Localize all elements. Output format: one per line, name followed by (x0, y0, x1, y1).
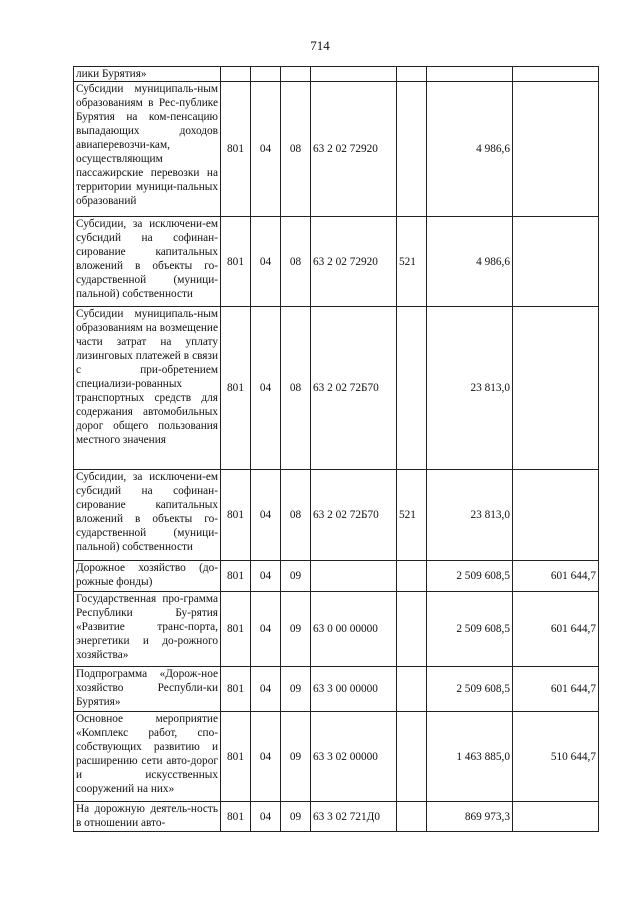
table-row (74, 217, 599, 307)
cell-sum2: 601 644,7 (513, 667, 599, 712)
cell-rz: 04 (251, 592, 281, 667)
cell-csr (311, 67, 397, 82)
cell-rz: 04 (251, 667, 281, 712)
row-name: Государственная про-грамма Республики Бу-рятия «Развитие транс-порта, энергетики и до-рожного хозяйства» (74, 592, 221, 667)
cell-sum1: 869 973,3 (427, 802, 513, 832)
cell-pr: 08 (281, 470, 311, 561)
cell-vr (397, 667, 427, 712)
cell-csr: 63 3 02 00000 (311, 712, 397, 802)
cell-csr: 63 3 02 721Д0 (311, 802, 397, 832)
table-row (74, 802, 599, 832)
cell-csr: 63 2 02 72Б70 (311, 307, 397, 470)
row-name: Субсидии муниципаль-ным образованиям на возмещение части затрат на уплату лизинговых платежей в связи с при-обретением специализи-рованных транспортных средств для содержания автомобильных дорог общего пользования местного значения (74, 307, 221, 470)
cell-csr: 63 0 00 00000 (311, 592, 397, 667)
cell-sum2 (513, 470, 599, 561)
table-row (74, 470, 599, 561)
cell-ved: 801 (221, 470, 251, 561)
cell-csr: 63 2 02 72Б70 (311, 470, 397, 561)
table-row (74, 592, 599, 667)
cell-sum1 (427, 67, 513, 82)
cell-sum2: 510 644,7 (513, 712, 599, 802)
row-name: Дорожное хозяйство (до-рожные фонды) (74, 561, 221, 592)
budget-table (73, 66, 599, 832)
cell-csr: 63 2 02 72920 (311, 217, 397, 307)
cell-sum1: 4 986,6 (427, 82, 513, 217)
cell-ved: 801 (221, 82, 251, 217)
cell-pr (281, 67, 311, 82)
cell-sum1: 2 509 608,5 (427, 667, 513, 712)
cell-sum2: 601 644,7 (513, 592, 599, 667)
cell-ved: 801 (221, 307, 251, 470)
cell-pr: 09 (281, 802, 311, 832)
cell-pr: 09 (281, 712, 311, 802)
cell-csr (311, 561, 397, 592)
cell-rz: 04 (251, 712, 281, 802)
cell-sum2 (513, 802, 599, 832)
row-name: лики Бурятия» (74, 67, 221, 82)
cell-ved: 801 (221, 802, 251, 832)
cell-ved: 801 (221, 712, 251, 802)
cell-vr (397, 712, 427, 802)
cell-pr: 08 (281, 307, 311, 470)
cell-pr: 09 (281, 667, 311, 712)
table-row (74, 561, 599, 592)
row-name: Подпрограмма «Дорож-ное хозяйство Республи-ки Бурятия» (74, 667, 221, 712)
row-name: Основное мероприятие «Комплекс работ, спо-собствующих развитию и расширению сети авто-дорог и искусственных сооружений на них» (74, 712, 221, 802)
table-row (74, 307, 599, 470)
cell-rz: 04 (251, 802, 281, 832)
cell-rz (251, 67, 281, 82)
cell-vr (397, 82, 427, 217)
cell-ved: 801 (221, 592, 251, 667)
table-row (74, 712, 599, 802)
cell-sum1: 1 463 885,0 (427, 712, 513, 802)
cell-ved (221, 67, 251, 82)
page-number: 714 (310, 38, 330, 53)
cell-ved: 801 (221, 561, 251, 592)
cell-sum2: 601 644,7 (513, 561, 599, 592)
cell-rz: 04 (251, 307, 281, 470)
cell-rz: 04 (251, 561, 281, 592)
cell-rz: 04 (251, 470, 281, 561)
cell-vr (397, 592, 427, 667)
cell-csr: 63 2 02 72920 (311, 82, 397, 217)
cell-sum1: 23 813,0 (427, 307, 513, 470)
cell-sum1: 23 813,0 (427, 470, 513, 561)
cell-rz: 04 (251, 217, 281, 307)
cell-sum1: 2 509 608,5 (427, 561, 513, 592)
cell-vr (397, 307, 427, 470)
cell-pr: 08 (281, 217, 311, 307)
row-name: Субсидии муниципаль-ным образованиям в Рес-публике Бурятия на ком-пенсацию выпадающих доходов авиаперевозчи-кам, осуществляющим пассажирские перевозки на территории муници-пальных образований (74, 82, 221, 217)
cell-pr: 08 (281, 82, 311, 217)
cell-sum2 (513, 307, 599, 470)
row-name: Субсидии, за исключени-ем субсидий на софинан-сирование капитальных вложений в объекты го-сударственной (муници-пальной) собственности (74, 470, 221, 561)
cell-sum1: 4 986,6 (427, 217, 513, 307)
cell-sum2 (513, 82, 599, 217)
row-name: На дорожную деятель-ность в отношении авто- (74, 802, 221, 832)
table-row (74, 82, 599, 217)
cell-pr: 09 (281, 592, 311, 667)
cell-csr: 63 3 00 00000 (311, 667, 397, 712)
cell-ved: 801 (221, 667, 251, 712)
table-row (74, 67, 599, 82)
cell-pr: 09 (281, 561, 311, 592)
cell-vr (397, 561, 427, 592)
cell-vr: 521 (397, 217, 427, 307)
cell-sum1: 2 509 608,5 (427, 592, 513, 667)
table-row (74, 667, 599, 712)
cell-vr (397, 67, 427, 82)
row-name: Субсидии, за исключени-ем субсидий на софинан-сирование капитальных вложений в объекты го-сударственной (муници-пальной) собственности (74, 217, 221, 307)
cell-rz: 04 (251, 82, 281, 217)
cell-vr (397, 802, 427, 832)
cell-ved: 801 (221, 217, 251, 307)
cell-vr: 521 (397, 470, 427, 561)
cell-sum2 (513, 217, 599, 307)
cell-sum2 (513, 67, 599, 82)
